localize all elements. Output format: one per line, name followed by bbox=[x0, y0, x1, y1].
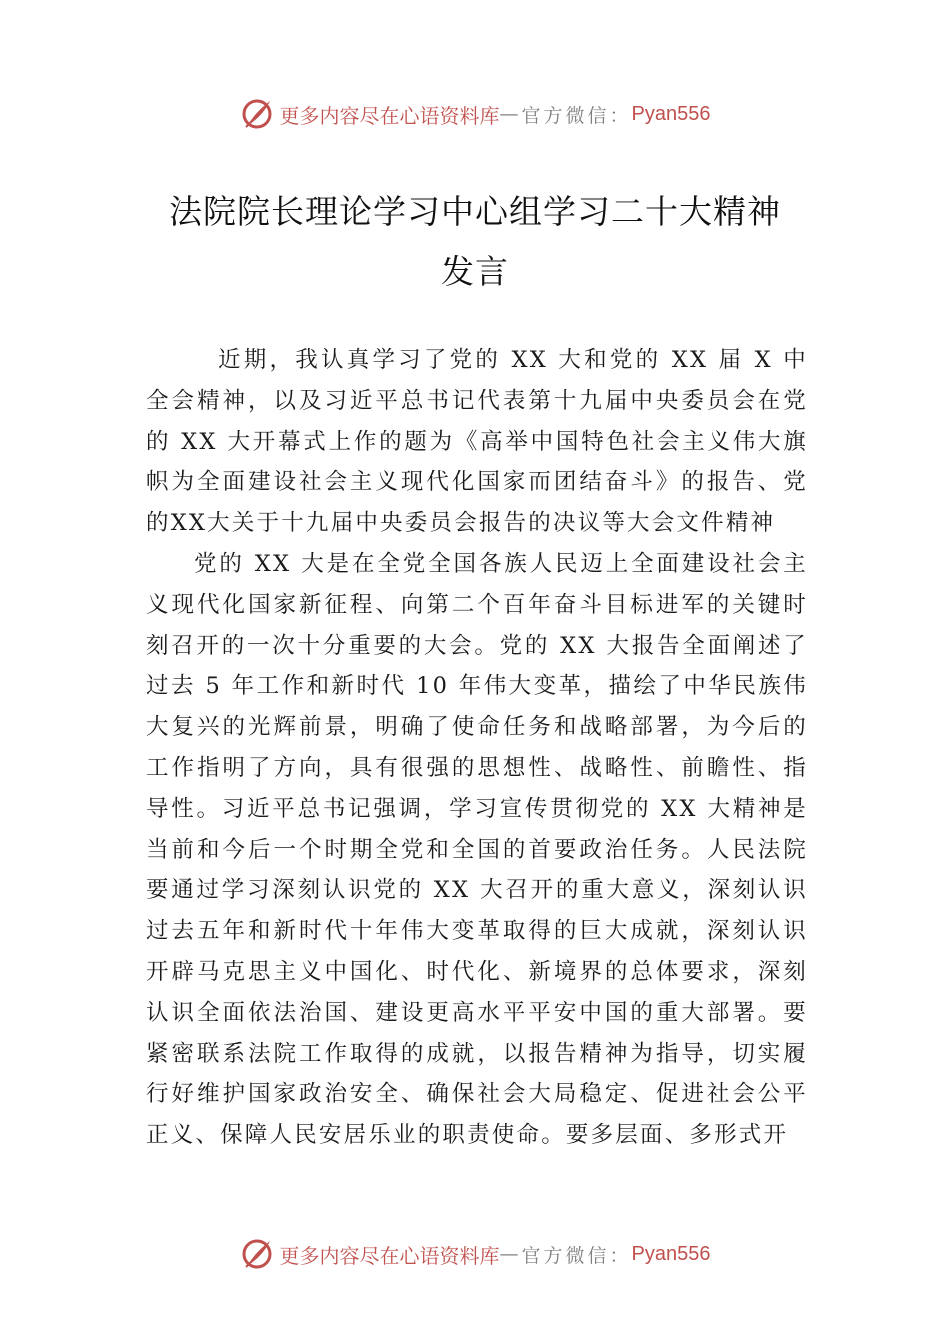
document-title bbox=[120, 182, 830, 302]
watermark-text: 更多内容尽在心语资料库 bbox=[279, 103, 500, 128]
watermark-wechat-id: Pyan556 bbox=[631, 102, 711, 125]
paragraph-1: 近期，我认真学习了党的 XX 大和党的 XX 届 X 中全会精神，以及习近平总书记代表第十九届中央委员会在党的 XX 大开幕式上作的题为《高举中国特色社会主义伟大旗帜为全面建设社会主义现代化国家而团结奋斗》的报告、党的XX大关于十九届中央委员会报告的决议等大会文件精神 bbox=[146, 347, 808, 537]
document-body bbox=[146, 340, 808, 1156]
quill-logo-icon bbox=[240, 1237, 274, 1271]
header-watermark bbox=[0, 94, 950, 134]
watermark-dash: — bbox=[499, 1243, 522, 1265]
quill-logo-icon bbox=[240, 97, 274, 131]
watermark-text: 更多内容尽在心语资料库 bbox=[279, 1243, 500, 1268]
title-line-2: 发言 bbox=[441, 252, 509, 291]
title-line-1: 法院院长理论学习中心组学习二十大精神 bbox=[169, 192, 781, 231]
watermark-label: 官方微信： bbox=[521, 104, 632, 127]
watermark-wechat-id: Pyan556 bbox=[631, 1242, 711, 1265]
paragraph-2: 党的 XX 大是在全党全国各族人民迈上全面建设社会主义现代化国家新征程、向第二个百年奋斗目标进军的关键时刻召开的一次十分重要的大会。党的 XX 大报告全面阐述了过去 5 年工作和新时代 10 年伟大变革，描绘了中华民族伟大复兴的光辉前景，明确了使命任务和战略部署，为今后的工作指明了方向，具有很强的思想性、战略性、前瞻性、指导性。习近平总书记强调，学习宣传贯彻党的 XX 大精神是当前和今后一个时期全党和全国的首要政治任务。人民法院要通过学习深刻认识党的 XX 大召开的重大意义，深刻认识过去五年和新时代十年伟大变革取得的巨大成就，深刻认识开辟马克思主义中国化、时代化、新境界的总体要求，深刻认识全面依法治国、建设更高水平平安中国的重大部署。要紧密联系法院工作取得的成就，以报告精神为指导，切实履行好维护国家政治安全、确保社会大局稳定、促进社会公平正义、保障人民安居乐业的职责使命。要多层面、多形式开 bbox=[146, 550, 808, 1149]
footer-watermark bbox=[0, 1234, 950, 1274]
watermark-dash: — bbox=[499, 103, 522, 125]
watermark-label: 官方微信： bbox=[521, 1244, 632, 1267]
